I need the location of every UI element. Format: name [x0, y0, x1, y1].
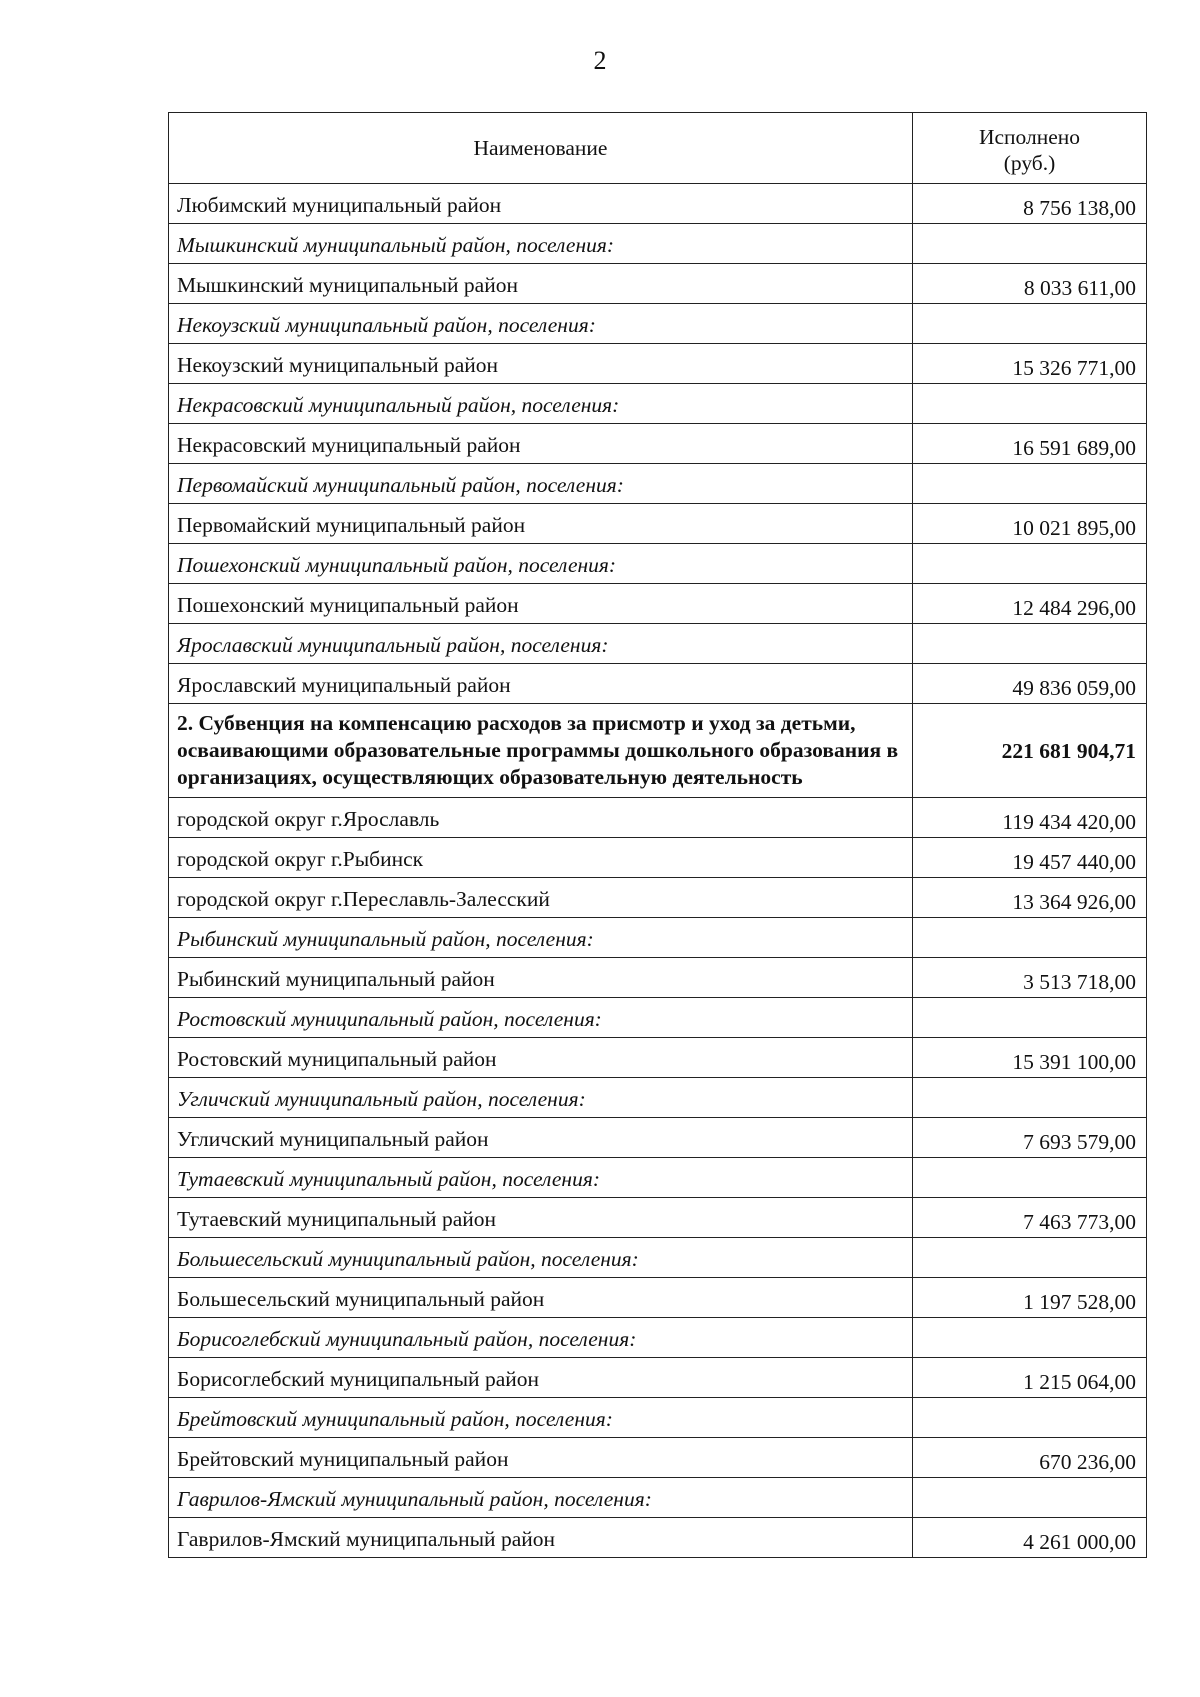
table-row — [169, 1078, 1147, 1118]
row-name-cell: городской округ г.Ярославль — [169, 798, 913, 838]
table-row — [169, 544, 1147, 584]
row-name-cell: городской округ г.Рыбинск — [169, 838, 913, 878]
row-name-cell: Брейтовский муниципальный район, поселения: — [169, 1398, 913, 1438]
table-row — [169, 1038, 1147, 1078]
row-amount-cell — [913, 998, 1147, 1038]
table-row — [169, 998, 1147, 1038]
row-name-cell: Мышкинский муниципальный район — [169, 264, 913, 304]
table-row — [169, 704, 1147, 798]
table-row — [169, 624, 1147, 664]
row-name-cell: Борисоглебский муниципальный район, поселения: — [169, 1318, 913, 1358]
table-row — [169, 838, 1147, 878]
table-row — [169, 1278, 1147, 1318]
row-amount-cell — [913, 1158, 1147, 1198]
row-amount-cell: 10 021 895,00 — [913, 504, 1147, 544]
row-amount-cell: 119 434 420,00 — [913, 798, 1147, 838]
row-name-cell: Тутаевский муниципальный район — [169, 1198, 913, 1238]
row-amount-cell — [913, 1238, 1147, 1278]
row-amount-cell: 1 215 064,00 — [913, 1358, 1147, 1398]
table-row — [169, 1158, 1147, 1198]
table-row — [169, 424, 1147, 464]
row-amount-cell: 15 391 100,00 — [913, 1038, 1147, 1078]
table-row — [169, 664, 1147, 704]
table-row — [169, 1318, 1147, 1358]
row-name-cell: Большесельский муниципальный район, поселения: — [169, 1238, 913, 1278]
row-name-cell: Ярославский муниципальный район — [169, 664, 913, 704]
budget-execution-table — [168, 112, 1147, 1558]
table-row — [169, 1198, 1147, 1238]
row-name-cell: Пошехонский муниципальный район — [169, 584, 913, 624]
row-name-cell: Первомайский муниципальный район, поселения: — [169, 464, 913, 504]
row-name-cell: Некоузский муниципальный район — [169, 344, 913, 384]
table-body — [169, 184, 1147, 1558]
row-name-cell: Угличский муниципальный район, поселения: — [169, 1078, 913, 1118]
row-amount-cell — [913, 224, 1147, 264]
row-amount-cell: 49 836 059,00 — [913, 664, 1147, 704]
row-name-cell: Пошехонский муниципальный район, поселения: — [169, 544, 913, 584]
row-amount-cell — [913, 304, 1147, 344]
row-amount-cell — [913, 1078, 1147, 1118]
row-amount-cell: 12 484 296,00 — [913, 584, 1147, 624]
row-name-cell: Ростовский муниципальный район, поселения: — [169, 998, 913, 1038]
table-row — [169, 464, 1147, 504]
table-row — [169, 384, 1147, 424]
row-amount-cell: 3 513 718,00 — [913, 958, 1147, 998]
table-row — [169, 958, 1147, 998]
row-amount-cell: 7 463 773,00 — [913, 1198, 1147, 1238]
table-row — [169, 264, 1147, 304]
table-row — [169, 918, 1147, 958]
table-row — [169, 798, 1147, 838]
table-row — [169, 878, 1147, 918]
row-name-cell: Некоузский муниципальный район, поселения: — [169, 304, 913, 344]
row-amount-cell — [913, 624, 1147, 664]
row-amount-cell — [913, 1398, 1147, 1438]
table-row — [169, 1518, 1147, 1558]
row-amount-cell: 13 364 926,00 — [913, 878, 1147, 918]
row-name-cell: Ярославский муниципальный район, поселения: — [169, 624, 913, 664]
table-header-row — [169, 113, 1147, 184]
table-row — [169, 184, 1147, 224]
row-amount-cell: 670 236,00 — [913, 1438, 1147, 1478]
amount-header-line-2: (руб.) — [1003, 151, 1056, 175]
table-row — [169, 1118, 1147, 1158]
row-name-cell: Борисоглебский муниципальный район — [169, 1358, 913, 1398]
table-row — [169, 224, 1147, 264]
row-name-cell: городской округ г.Переславль-Залесский — [169, 878, 913, 918]
row-name-cell: Ростовский муниципальный район — [169, 1038, 913, 1078]
table-row — [169, 504, 1147, 544]
row-amount-cell — [913, 464, 1147, 504]
row-amount-cell — [913, 544, 1147, 584]
table-row — [169, 584, 1147, 624]
row-amount-cell: 1 197 528,00 — [913, 1278, 1147, 1318]
table-row — [169, 1358, 1147, 1398]
row-amount-cell: 7 693 579,00 — [913, 1118, 1147, 1158]
row-name-cell: Первомайский муниципальный район — [169, 504, 913, 544]
row-amount-cell: 19 457 440,00 — [913, 838, 1147, 878]
row-name-cell: 2. Субвенция на компенсацию расходов за присмотр и уход за детьми, осваивающими образовательные программы дошкольного образования в организациях, осуществляющих образовательную деятельность — [169, 704, 913, 798]
row-name-cell: Некрасовский муниципальный район, поселения: — [169, 384, 913, 424]
row-name-cell: Мышкинский муниципальный район, поселения: — [169, 224, 913, 264]
table-row — [169, 344, 1147, 384]
row-amount-cell: 221 681 904,71 — [913, 704, 1147, 798]
row-amount-cell — [913, 1478, 1147, 1518]
amount-column-header — [913, 113, 1147, 184]
row-name-cell: Тутаевский муниципальный район, поселения: — [169, 1158, 913, 1198]
row-name-cell: Угличский муниципальный район — [169, 1118, 913, 1158]
row-amount-cell: 4 261 000,00 — [913, 1518, 1147, 1558]
row-name-cell: Некрасовский муниципальный район — [169, 424, 913, 464]
row-amount-cell: 8 033 611,00 — [913, 264, 1147, 304]
table-row — [169, 304, 1147, 344]
row-name-cell: Рыбинский муниципальный район — [169, 958, 913, 998]
row-amount-cell — [913, 384, 1147, 424]
row-name-cell: Любимский муниципальный район — [169, 184, 913, 224]
name-column-header: Наименование — [169, 113, 913, 184]
row-name-cell: Брейтовский муниципальный район — [169, 1438, 913, 1478]
row-amount-cell — [913, 1318, 1147, 1358]
row-amount-cell: 8 756 138,00 — [913, 184, 1147, 224]
page-number: 2 — [593, 46, 607, 75]
row-name-cell: Гаврилов-Ямский муниципальный район — [169, 1518, 913, 1558]
row-amount-cell: 16 591 689,00 — [913, 424, 1147, 464]
table-row — [169, 1398, 1147, 1438]
row-name-cell: Рыбинский муниципальный район, поселения: — [169, 918, 913, 958]
row-amount-cell: 15 326 771,00 — [913, 344, 1147, 384]
row-name-cell: Гаврилов-Ямский муниципальный район, поселения: — [169, 1478, 913, 1518]
table-row — [169, 1238, 1147, 1278]
row-name-cell: Большесельский муниципальный район — [169, 1278, 913, 1318]
table-row — [169, 1438, 1147, 1478]
row-amount-cell — [913, 918, 1147, 958]
table-row — [169, 1478, 1147, 1518]
amount-header-line-1: Исполнено — [978, 125, 1081, 149]
